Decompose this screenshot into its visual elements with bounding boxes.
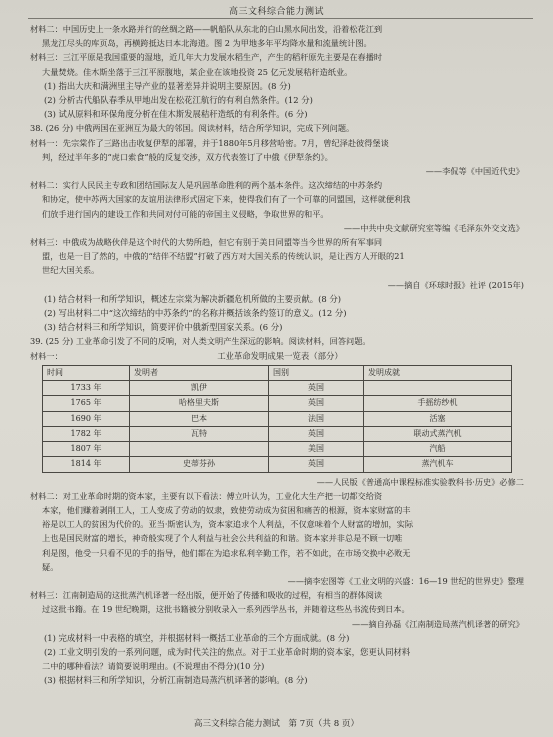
text-line: ——人民版《普通高中课程标准实验教科书·历史》必修二 xyxy=(316,476,524,487)
text-line: ——李侃等《中国近代史》 xyxy=(425,166,524,177)
table-row xyxy=(43,381,512,396)
table-cell: 英国 xyxy=(269,426,364,441)
table-cell: 1807 年 xyxy=(43,442,130,457)
table-cell: 英国 xyxy=(269,381,364,396)
text-line: 疑。 xyxy=(42,561,59,572)
table-cell: 1782 年 xyxy=(43,426,130,441)
table-body xyxy=(43,381,512,472)
text-line: 材料三：江南制造局的这批蒸汽机译著一经出版，便开始了传播和吸收的过程，有相当的群体阅读 xyxy=(30,590,383,601)
table-header-cell: 时间 xyxy=(43,366,130,381)
invention-table xyxy=(42,365,512,472)
text-line: 39. (25 分) 工业革命引发了不同的反响，对人类文明产生深远的影响。阅读材料，回答问题。 xyxy=(30,336,371,347)
material1-label: 材料一： xyxy=(30,350,63,361)
text-line: (2) 写出材料二中“这次缔结的中苏条约”的名称并概括该条约签订的意义。(12 分) xyxy=(44,308,347,319)
table-cell xyxy=(364,381,512,396)
table-cell: 手摇纺纱机 xyxy=(364,396,512,411)
header-divider xyxy=(28,18,533,19)
text-line: ——摘自《环球时报》社评 (2015年) xyxy=(387,279,524,290)
table-cell: 活塞 xyxy=(364,411,512,426)
lower-text-block xyxy=(30,475,530,688)
text-line: 二中的哪种看法？请简要说明理由。(不说理由不得分)(10 分) xyxy=(42,661,265,672)
text-line: 38. (26 分) 中俄两国在亚洲互为最大的邻国。阅读材料，结合所学知识，完成下列问题。 xyxy=(30,123,355,134)
table-header-cell: 国别 xyxy=(269,366,364,381)
text-line: 判，经过半年多的“虎口索食”般的反复交涉，双方代表签订了中俄《伊犁条约》。 xyxy=(42,151,333,162)
table-cell: 英国 xyxy=(269,396,364,411)
table-cell: 法国 xyxy=(269,411,364,426)
text-line: ——中共中央文献研究室等编《毛泽东外交文选》 xyxy=(343,222,524,233)
text-line: (1) 指出大庆和满洲里主导产业的显著差异并说明主要原因。(8 分) xyxy=(44,80,291,91)
table-cell: 哈格里夫斯 xyxy=(130,396,269,411)
text-line: ——摘自孙磊《江南制造局蒸汽机译著的研究》 xyxy=(352,618,524,629)
text-line: 和协定，使中苏两大国家的友谊用法律形式固定下来，使得我们有了一个可靠的同盟国，这样就便利我 xyxy=(42,194,411,205)
table-cell: 凯伊 xyxy=(130,381,269,396)
text-line: (2) 工业文明引发的一系列问题，成为时代关注的焦点。对于工业革命时期的资本家，您更认同材料 xyxy=(44,646,411,657)
text-line: 材料一：先宗棠作了三路出击收复伊犁的部署，并于1880年5月移营哈密。7月，曾纪泽赴彼得堡谈 xyxy=(30,137,389,148)
text-line: 们放手进行国内的建设工作和共同对付可能的帝国主义侵略，争取世界的和平。 xyxy=(42,208,329,219)
table-row xyxy=(43,396,512,411)
table-cell: 1733 年 xyxy=(43,381,130,396)
text-line: 材料三：三江平原是我国重要的湿地，近几年大力发展水稻生产，产生的稻秆原先主要是在春播时 xyxy=(30,52,383,63)
table-cell: 瓦特 xyxy=(130,426,269,441)
table-cell: 美国 xyxy=(269,442,364,457)
text-line: 材料二：实行人民民主专政和团结国际友人是巩固革命胜利的两个基本条件。这次缔结的中苏条约 xyxy=(30,180,383,191)
text-line: 材料二：中国历史上一条水路并行的丝绸之路——帆船队从东北的白山黑水间出发，沿着松花江到 xyxy=(30,24,383,34)
table-title: 工业革命发明成果一览表（部分） xyxy=(217,350,343,361)
text-line: (3) 结合材料三和所学知识，简要评价中俄新型国家关系。(6 分) xyxy=(44,322,283,333)
text-line: 上也是国民财富的增长，神奇般实现了个人利益与社会公共利益的和谐。资本家并非总是不顾一切唯 xyxy=(42,533,403,544)
text-line: (2) 分析古代船队春季从甲地出发在松花江航行的有利自然条件。(12 分) xyxy=(44,95,313,106)
text-line: (3) 根据材料三和所学知识，分析江南制造局蒸汽机译著的影响。(8 分) xyxy=(44,675,308,686)
text-line: (1) 结合材料一和所学知识，概述左宗棠为解决新疆危机所做的主要贡献。(8 分) xyxy=(44,293,342,304)
table-cell xyxy=(130,442,269,457)
table-cell: 蒸汽机车 xyxy=(364,457,512,472)
text-line: 材料三：中俄成为战略伙伴是这个时代的大势所趋，但它有别于美日同盟等当今世界的所有军事同 xyxy=(30,237,383,248)
text-line: 过这批书籍。在 19 世纪晚期，这批书籍被分别收录入一系列西学丛书，并随着这些丛书流传到日本。 xyxy=(42,604,410,615)
table-cell: 联动式蒸汽机 xyxy=(364,426,512,441)
table-cell: 巴本 xyxy=(130,411,269,426)
table-cell: 1690 年 xyxy=(43,411,130,426)
table-cell: 1814 年 xyxy=(43,457,130,472)
table-header-row xyxy=(43,366,512,381)
text-line: 大量焚烧。佳木斯坐落于三江平原腹地，某企业在该地投资 25 亿元发展秸秆造纸业。 xyxy=(42,66,353,77)
table-row xyxy=(43,442,512,457)
table-row xyxy=(43,457,512,472)
page-body xyxy=(30,22,530,688)
page-header: 高三文科综合能力测试 xyxy=(228,7,324,17)
table-cell: 英国 xyxy=(269,457,364,472)
text-line: 世纪大国关系。 xyxy=(42,265,100,276)
text-line: 黑龙江尽头的库页岛，再横跨抵达日本北海道。图 2 为甲地多年平均降水量和流量统计图。 xyxy=(42,38,372,49)
page-footer: 高三文科综合能力测试 第 7页（共 8 页） xyxy=(193,719,360,729)
text-line: 材料二：对工业革命时期的资本家，主要有以下看法：傅立叶认为，工业化大生产把一切都交给资 xyxy=(30,490,383,501)
text-line: (3) 试从原料和环保角度分析在佳木斯发展秸秆造纸的有利条件。(6 分) xyxy=(44,109,308,120)
text-line: 本家，他们赚着剥削工人，工人变成了劳动的奴隶，致使劳动成为贫困和痛苦的根源，资本家财富的丰 xyxy=(42,504,411,515)
table-cell: 史蒂芬孙 xyxy=(130,457,269,472)
table-header-cell: 发明者 xyxy=(130,366,269,381)
table-cell: 1765 年 xyxy=(43,396,130,411)
text-line: 盟，也是一目了然的，中俄的“结伴不结盟”打破了西方对大国关系的传统认识，是让西方人开眼的21 xyxy=(42,251,405,262)
text-line: 裕是以工人的贫困为代价的。亚当·斯密认为，资本家追求个人利益，不仅意味着个人财富的增加，实际 xyxy=(42,519,414,530)
upper-text-block xyxy=(30,22,530,349)
table-cell: 汽船 xyxy=(364,442,512,457)
table-header-cell: 发明成就 xyxy=(364,366,512,381)
text-line: 利是图，他受一只看不见的手的指导，他们都在为追求私利辛勤工作，若不如此，在市场交换中必败无 xyxy=(42,547,411,558)
table-row xyxy=(43,426,512,441)
text-line: ——摘李宏图等《工业文明的兴盛：16—19 世纪的世界史》整理 xyxy=(287,575,524,586)
text-line: (1) 完成材料一中表格的填空，并根据材料一概括工业革命的三个方面成就。(8 分) xyxy=(44,632,350,643)
table-row xyxy=(43,411,512,426)
